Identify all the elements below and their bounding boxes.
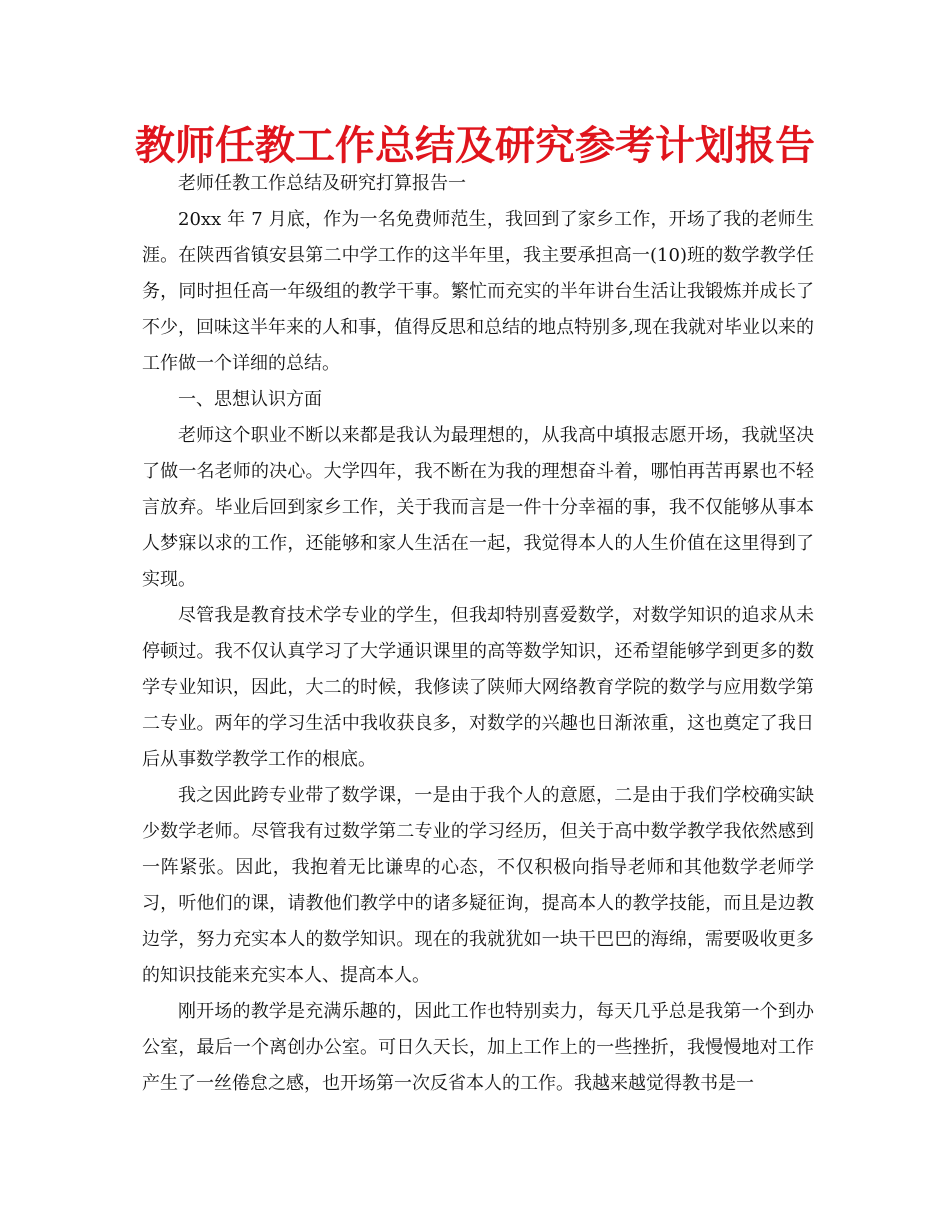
paragraph: 尽管我是教育技术学专业的学生，但我却特别喜爱数学，对数学知识的追求从未停顿过。我不仅认真学习了大学通识课里的高等数学知识，还希望能够学到更多的数学专业知识，因此，大二的时候，我修读了陕师大网络教育学院的数学与应用数学第二专业。两年的学习生活中我收获良多，对数学的兴趣也日渐浓重，这也奠定了我日后从事数学教学工作的根底。 bbox=[142, 605, 814, 770]
document-subtitle: 老师任教工作总结及研究打算报告一 bbox=[178, 173, 466, 194]
paragraph: 老师这个职业不断以来都是我认为最理想的，从我高中填报志愿开场，我就坚决了做一名老师的决心。大学四年，我不断在为我的理想奋斗着，哪怕再苦再累也不轻言放弃。毕业后回到家乡工作，关于我而言是一件十分幸福的事，我不仅能够从事本人梦寐以求的工作，还能够和家人生活在一起，我觉得本人的人生价值在这里得到了实现。 bbox=[142, 425, 814, 590]
paragraph: 刚开场的教学是充满乐趣的，因此工作也特别卖力，每天几乎总是我第一个到办公室，最后一个离创办公室。可日久天长，加上工作上的一些挫折，我慢慢地对工作产生了一丝倦怠之感，也开场第一次反省本人的工作。我越来越觉得教书是一 bbox=[142, 1001, 814, 1094]
paragraph: 20xx 年 7 月底，作为一名免费师范生，我回到了家乡工作，开场了我的老师生涯。在陕西省镇安县第二中学工作的这半年里，我主要承担高一(10)班的数学教学任务，同时担任高一年级组的教学干事。繁忙而充实的半年讲台生活让我锻炼并成长了不少，回味这半年来的人和事，值得反思和总结的地点特别多,现在我就对毕业以来的工作做一个详细的总结。 bbox=[142, 209, 814, 374]
paragraph: 我之因此跨专业带了数学课，一是由于我个人的意愿，二是由于我们学校确实缺少数学老师。尽管我有过数学第二专业的学习经历，但关于高中数学教学我依然感到一阵紧张。因此，我抱着无比谦卑的心态，不仅积极向指导老师和其他数学老师学习，听他们的课，请教他们教学中的诸多疑征询，提高本人的教学技能，而且是边教边学，努力充实本人的数学知识。现在的我就犹如一块干巴巴的海绵，需要吸收更多的知识技能来充实本人、提高本人。 bbox=[142, 785, 814, 986]
document-title: 教师任教工作总结及研究参考计划报告 bbox=[135, 122, 815, 169]
document-body bbox=[142, 166, 814, 1102]
section-heading: 一、思想认识方面 bbox=[178, 389, 322, 410]
